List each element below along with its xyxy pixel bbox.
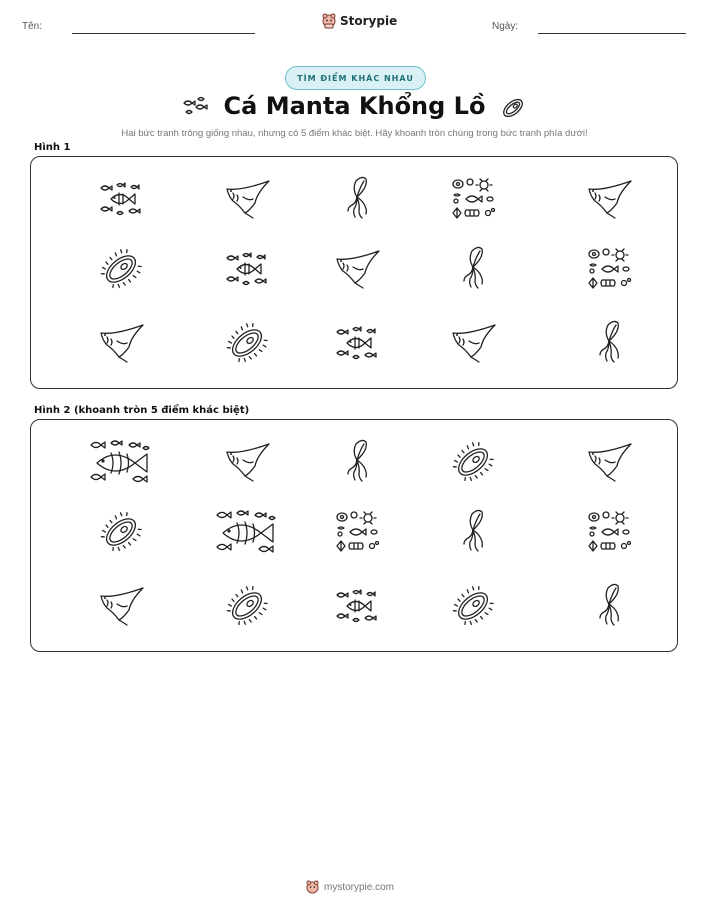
panel2-label: Hình 2 (khoanh tròn 5 điểm khác biệt) (34, 405, 250, 416)
manta-ray-icon[interactable] (217, 432, 277, 492)
seaweed-icon[interactable] (579, 576, 639, 636)
bacteria-icon[interactable] (91, 502, 151, 562)
storypie-mascot-icon (306, 880, 319, 895)
brand-logo (322, 13, 397, 29)
seaweed-icon (579, 313, 639, 373)
fish-school-icon[interactable] (327, 576, 387, 636)
fish-school-icon (217, 239, 277, 299)
fish-school-icon (91, 169, 151, 229)
activity-badge: TÌM ĐIỂM KHÁC NHAU (285, 66, 426, 90)
picture-2-grid[interactable] (31, 420, 677, 651)
fish-school-large-icon[interactable] (86, 432, 156, 492)
seaweed-icon (327, 169, 387, 229)
date-label: Ngày: (492, 21, 519, 32)
manta-ray-icon (443, 313, 503, 373)
name-field[interactable] (72, 33, 255, 34)
brand-name: Storypie (340, 14, 398, 28)
manta-ray-icon[interactable] (579, 432, 639, 492)
picture-2-panel (30, 419, 678, 652)
bacteria-icon[interactable] (443, 576, 503, 636)
seaweed-icon[interactable] (443, 502, 503, 562)
manta-ray-icon[interactable] (91, 576, 151, 636)
bacteria-icon[interactable] (443, 432, 503, 492)
name-label: Tên: (22, 21, 43, 32)
bacteria-deco-icon (500, 95, 526, 121)
plankton-icon (443, 169, 503, 229)
plankton-icon (579, 239, 639, 299)
footer-site: mystorypie.com (324, 882, 395, 893)
manta-ray-icon (327, 239, 387, 299)
picture-1-panel (30, 156, 678, 389)
manta-ray-icon (91, 313, 151, 373)
fish-school-icon (327, 313, 387, 373)
seaweed-icon[interactable] (327, 432, 387, 492)
bacteria-icon (217, 313, 277, 373)
plankton-icon[interactable] (579, 502, 639, 562)
panel1-label: Hình 1 (34, 142, 71, 153)
date-field[interactable] (538, 33, 686, 34)
bacteria-icon[interactable] (217, 576, 277, 636)
footer (306, 880, 394, 895)
seaweed-icon (443, 239, 503, 299)
picture-1-grid (31, 157, 677, 388)
page-title: Cá Manta Khổng Lồ (223, 92, 486, 120)
manta-ray-icon (579, 169, 639, 229)
bacteria-icon (91, 239, 151, 299)
instructions: Hai bức tranh trông giống nhau, nhưng có 5 điểm khác biệt. Hãy khoanh tròn chúng trong bức tranh phía dưới! (121, 128, 588, 139)
plankton-icon[interactable] (327, 502, 387, 562)
fish-school-large-icon[interactable] (212, 502, 282, 562)
storypie-mascot-icon (322, 13, 336, 29)
manta-ray-icon (217, 169, 277, 229)
